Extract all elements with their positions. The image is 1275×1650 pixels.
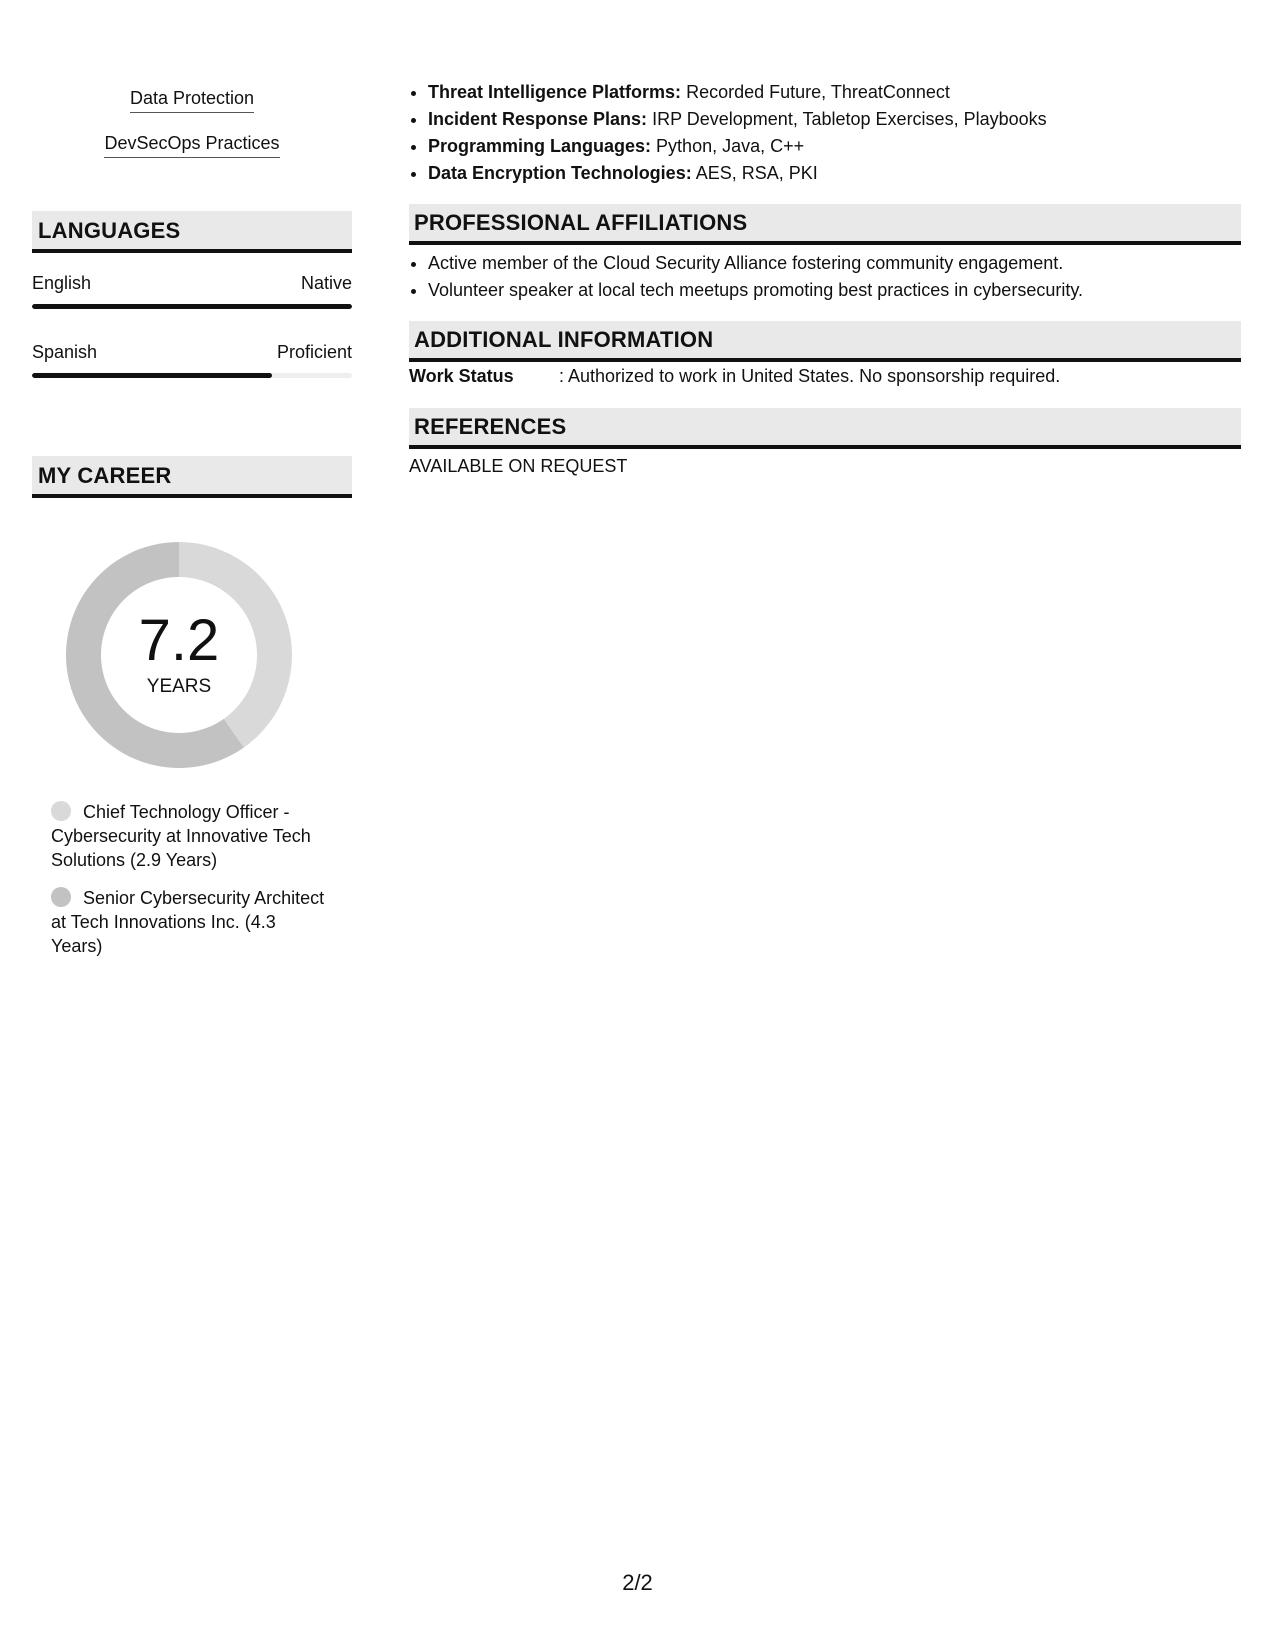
career-total-years: 7.2 xyxy=(138,608,220,673)
list-item: • Incident Response Plans: IRP Development, Tabletop Exercises, Playbooks xyxy=(428,106,1047,133)
career-total-unit: YEARS xyxy=(146,676,212,697)
affiliations-heading: PROFESSIONAL AFFILIATIONS xyxy=(409,204,1241,245)
legend-dot-icon xyxy=(51,801,71,821)
work-status-label: Work Status xyxy=(409,366,514,386)
list-item: • Programming Languages: Python, Java, C++ xyxy=(428,133,1047,160)
language-level: Native xyxy=(300,273,352,293)
references-text: AVAILABLE ON REQUEST xyxy=(409,456,628,476)
skills-list xyxy=(409,79,1047,187)
page-number: 2/2 xyxy=(622,1570,653,1595)
skill-tag: Data Protection xyxy=(32,88,352,113)
language-bar-fill xyxy=(32,304,352,309)
language-bar-spanish xyxy=(32,373,352,378)
list-item: • Active member of the Cloud Security Alliance fostering community engagement. xyxy=(428,250,1083,277)
legend-dot-icon xyxy=(51,887,71,907)
references-heading: REFERENCES xyxy=(409,408,1241,449)
language-name: English xyxy=(32,273,92,293)
work-status-value: : Authorized to work in United States. No sponsorship required. xyxy=(559,366,1061,386)
language-bar-fill xyxy=(32,373,272,378)
language-bar-english xyxy=(32,304,352,309)
language-row-english xyxy=(32,273,352,294)
additional-info-heading: ADDITIONAL INFORMATION xyxy=(409,321,1241,362)
work-status-row xyxy=(409,366,1060,387)
affiliations-list xyxy=(409,250,1083,304)
skill-tag: DevSecOps Practices xyxy=(32,133,352,158)
language-level: Proficient xyxy=(276,342,352,362)
language-name: Spanish xyxy=(32,342,98,362)
career-legend-item: Senior Cybersecurity Architect at Tech Innovations Inc. (4.3 Years) xyxy=(51,888,325,956)
career-legend-item: Chief Technology Officer - Cybersecurity at Innovative Tech Solutions (2.9 Years) xyxy=(51,802,311,870)
career-donut-chart xyxy=(66,542,292,768)
language-row-spanish xyxy=(32,342,352,363)
list-item: • Data Encryption Technologies: AES, RSA, PKI xyxy=(428,160,1047,187)
list-item: • Threat Intelligence Platforms: Recorded Future, ThreatConnect xyxy=(428,79,1047,106)
list-item: • Volunteer speaker at local tech meetups promoting best practices in cybersecurity. xyxy=(428,277,1083,304)
career-heading: MY CAREER xyxy=(32,456,352,498)
languages-heading: LANGUAGES xyxy=(32,211,352,253)
